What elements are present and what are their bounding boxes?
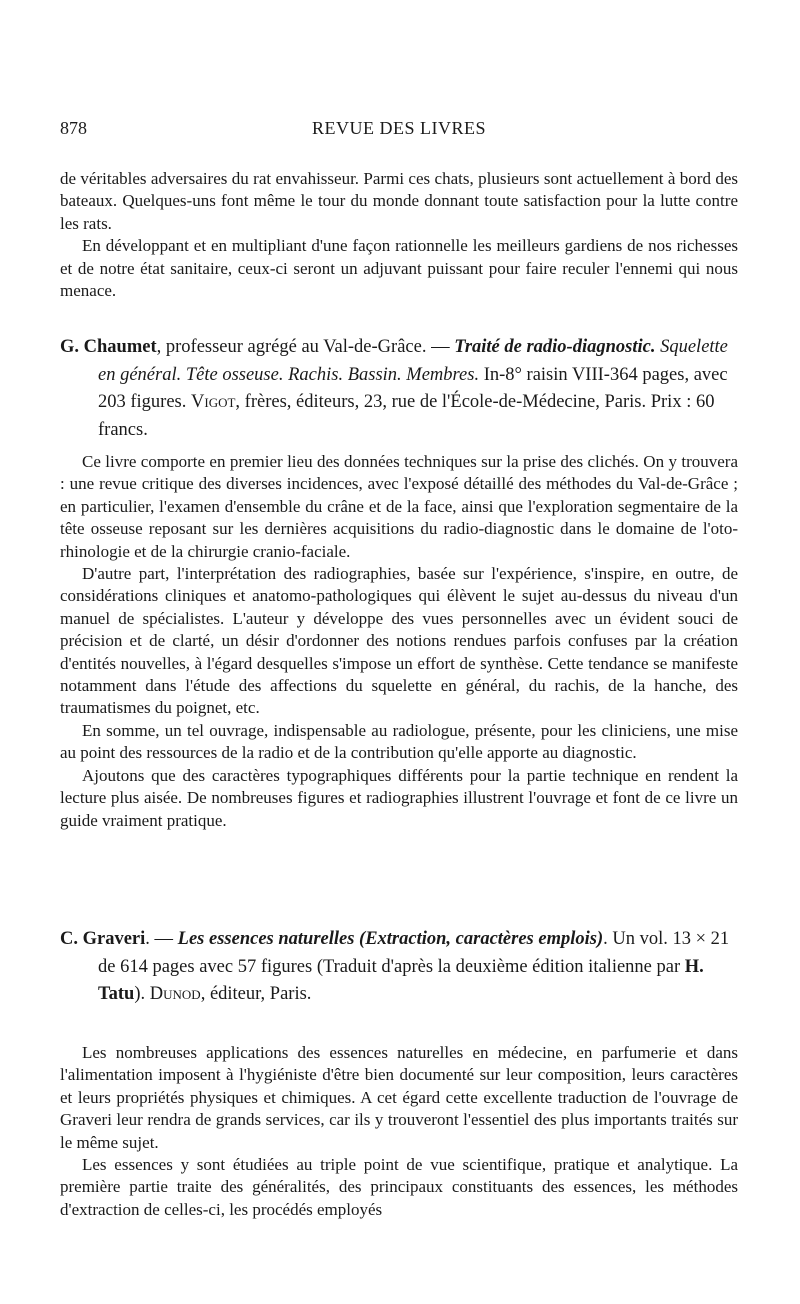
entry-translator: H. Tatu — [98, 956, 704, 1005]
entry-imprint: , éditeur, Paris. — [200, 984, 312, 1005]
review-entry-graveri — [60, 926, 738, 1009]
review-paragraph-2: Les essences y sont étudiées au triple point de vue scientifique, pratique et analytique. La première partie traite des généralités, des principaux constituants des essences, les méthodes d'extraction de celles-ci, les procédés employés — [60, 1155, 738, 1219]
page-number: 878 — [60, 118, 87, 138]
entry-dash: . — — [145, 929, 178, 949]
entry-publisher: Vigot — [191, 392, 236, 413]
review-entry-chaumet — [60, 334, 738, 444]
running-title: REVUE DES LIVRES — [312, 118, 486, 138]
review-body-chaumet — [60, 451, 738, 832]
entry-format: In-8° raisin VIII-364 pages, avec 203 figures. — [98, 364, 728, 413]
review-body-graveri — [60, 1042, 738, 1221]
entry-imprint: , frères, éditeurs, 23, rue de l'École-de-Médecine, Paris. Prix : 60 francs. — [98, 392, 715, 440]
review-paragraph-1: Les nombreuses applications des essences naturelles en médecine, en parfumerie et dans l'alimentation imposent à l'hygiéniste d'être bien documenté sur leur composition, leurs caractères et leurs propriétés physiques et chimiques. A cet égard cette excellente traduction de l'ouvrage de Graveri leur rendra de grands services, car ils y trouveront l'essentiel des plus importants traités sur le même sujet. — [60, 1043, 738, 1152]
entry-author: C. Graveri — [60, 929, 146, 949]
review-paragraph-2: D'autre part, l'interprétation des radiographies, basée sur l'expérience, s'inspire, en outre, de considérations cliniques et anatomo-pathologiques qui élèvent le sujet au-dessus du niveau d'un manuel de spécialistes. L'auteur y développe des vues personnelles avec un évident souci de précision et de clarté, un désir d'ordonner des notions rendues parfois confuses par la création d'entités nouvelles, à l'égard desquelles s'impose un effort de synthèse. Cette tendance se manifeste notamment dans l'étude des affections du squelette en général, du rachis, de la hanche, des traumatismes du poignet, etc. — [60, 564, 738, 718]
entry-subtitle: Squelette en général. Tête osseuse. Rachis. Bassin. Membres. — [98, 337, 728, 385]
intro-paragraph-1: de véritables adversaires du rat envahisseur. Parmi ces chats, plusieurs sont actuellement à bord des bateaux. Quelques-uns font même le tour du monde donnant toute satisfaction pour la lutte contre les rats. — [60, 169, 738, 233]
entry-format: . Un vol. 13 × 21 de 614 pages avec 57 figures (Traduit d'après la deuxième édition italienne par — [98, 929, 730, 977]
entry-title: Traité de radio-diagnostic. — [454, 337, 656, 357]
review-paragraph-3: En somme, un tel ouvrage, indispensable au radiologue, présente, pour les cliniciens, une mise au point des ressources de la radio et de la contribution qu'elle apporte au diagnostic. — [60, 720, 738, 763]
entry-imprint-sep: ). — [134, 984, 150, 1005]
intro-section — [60, 168, 738, 302]
review-paragraph-1: Ce livre comporte en premier lieu des données techniques sur la prise des clichés. On y trouvera : une revue critique des diverses incidences, avec l'exposé détaillé des méthodes du Val-de-Grâce ; en particulier, l'examen d'ensemble du crâne et de la face, ainsi que l'exploration segmentaire de la tête osseuse reposant sur les dernières acquisitions du radio-diagnostic dans le domaine de l'oto-rhinologie et de la chirurgie cranio-faciale. — [60, 452, 738, 561]
entry-author-affiliation: , professeur agrégé au Val-de-Grâce. — — [156, 337, 455, 357]
page-header — [60, 118, 738, 146]
bibliographic-entry — [60, 334, 738, 444]
bibliographic-entry — [60, 926, 738, 1009]
entry-title: Les essences naturelles (Extraction, caractères emplois) — [177, 929, 604, 949]
review-paragraph-4: Ajoutons que des caractères typographiques différents pour la partie technique en rendent la lecture plus aisée. De nombreuses figures et radiographies illustrent l'ouvrage et font de ce livre un guide vraiment pratique. — [60, 765, 738, 830]
entry-author: G. Chaumet — [60, 337, 157, 357]
entry-publisher: Dunod — [149, 984, 201, 1005]
intro-paragraph-2: En développant et en multipliant d'une façon rationnelle les meilleurs gardiens de nos richesses et de notre état sanitaire, ceux-ci seront un adjuvant puissant pour faire reculer l'ennemi qui nous menace. — [60, 236, 738, 301]
